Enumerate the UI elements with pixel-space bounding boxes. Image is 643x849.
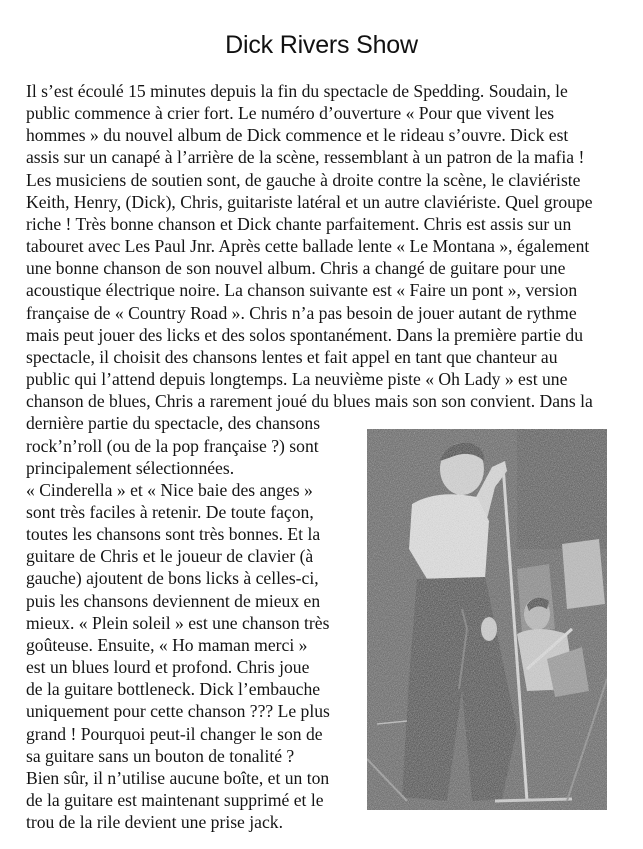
concert-photo — [367, 429, 607, 810]
text-line: acoustique électrique noire. La chanson suivante est « Faire un pont », version — [26, 280, 578, 301]
text-line: guitare de Chris et le joueur de clavier (à — [26, 546, 314, 567]
text-line: Bien sûr, il n’utilise aucune boîte, et un ton — [26, 767, 330, 788]
text-line: sa guitare sans un bouton de tonalité ? — [26, 745, 295, 766]
text-line: principalement sélectionnées. — [26, 457, 235, 478]
text-line: est un blues lourd et profond. Chris joue — [26, 657, 310, 678]
text-line: Keith, Henry, (Dick), Chris, guitariste latéral et un autre claviériste. Quel groupe — [26, 191, 593, 212]
text-line: de la guitare est maintenant supprimé et le — [26, 790, 324, 810]
text-line: uniquement pour cette chanson ??? Le plus — [26, 701, 330, 722]
text-line: toutes les chansons sont très bonnes. Et la — [26, 524, 321, 545]
text-line: Il s’est écoulé 15 minutes depuis la fin du spectacle de Spedding. Soudain, le — [26, 81, 568, 101]
photo-illustration — [367, 429, 607, 810]
text-line: puis les chansons deviennent de mieux en — [26, 590, 321, 611]
text-line: dernière partie du spectacle, des chansons — [26, 413, 321, 434]
text-line: une bonne chanson de son nouvel album. Chris a changé de guitare pour une — [26, 258, 566, 279]
text-line: riche ! Très bonne chanson et Dick chante parfaitement. Chris est assis sur un — [26, 213, 572, 234]
text-line: public qui l’attend depuis longtemps. La neuvième piste « Oh Lady » est une — [26, 369, 568, 390]
text-line: public commence à crier fort. Le numéro d’ouverture « Pour que vivent les — [26, 103, 555, 124]
text-line: mieux. « Plein soleil » est une chanson très — [26, 612, 330, 633]
text-line: mais peut jouer des licks et des solos spontanément. Dans la première partie du — [26, 324, 583, 345]
document-title: Dick Rivers Show — [225, 31, 418, 59]
text-line: trou de la rile devient une prise jack. — [26, 812, 283, 833]
text-line: Les musiciens de soutien sont, de gauche à droite contre la scène, le claviériste — [26, 169, 581, 190]
text-line: hommes » du nouvel album de Dick commence et le rideau s’ouvre. Dick est — [26, 125, 569, 146]
text-line: grand ! Pourquoi peut-il changer le son de — [26, 723, 323, 744]
text-line: tabouret avec Les Paul Jnr. Après cette ballade lente « Le Montana », également — [26, 236, 590, 257]
text-line: rock’n’roll (ou de la pop française ?) sont — [26, 435, 319, 456]
text-line: chanson de blues, Chris a rarement joué du blues mais son son convient. Dans la — [26, 391, 593, 412]
text-line: gauche) ajoutent de bons licks à celles-ci, — [26, 568, 319, 589]
text-line: de la guitare bottleneck. Dick l’embauche — [26, 679, 321, 700]
text-line: française de « Country Road ». Chris n’a pas besoin de jouer autant de rythme — [26, 302, 577, 323]
text-line: spectacle, il choisit des chansons lentes et fait appel en tant que chanteur au — [26, 346, 558, 367]
text-line: goûteuse. Ensuite, « Ho maman merci » — [26, 634, 308, 655]
text-line: assis sur un canapé à l’arrière de la scène, ressemblant à un patron de la mafia ! — [26, 147, 585, 168]
text-line: sont très faciles à retenir. De toute façon, — [26, 501, 314, 522]
text-line: « Cinderella » et « Nice baie des anges » — [26, 479, 313, 500]
